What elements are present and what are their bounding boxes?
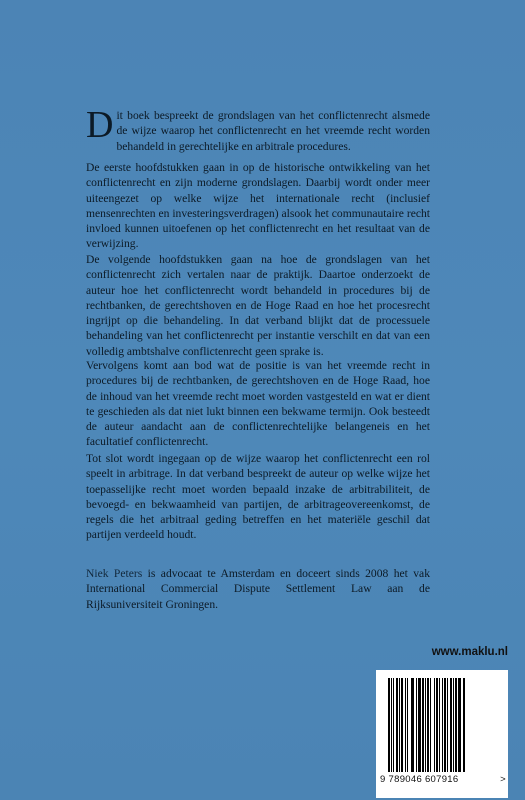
barcode-bar xyxy=(465,678,467,772)
paragraph-history: De eerste hoofdstukken gaan in op de historische ontwikkeling van het conflictenrecht en zijn moderne grondslagen. Daarbij wordt onder meer uiteengezet op welke wijze het internationale recht (inclusief mensenrechten en investeringsverdragen) alsook het communautaire recht invloed kunnen uitoefenen op het conflictenrecht en het resultaat van de verwijzing. xyxy=(86,161,430,251)
dropcap-letter: D xyxy=(86,104,114,146)
barcode-arrow: > xyxy=(500,774,506,785)
paragraph-practice: De volgende hoofdstukken gaan na hoe de grondslagen van het conflictenrecht zich vertalen naar de praktijk. Daartoe onderzoekt de auteur hoe het conflictenrecht wordt behandeld in procedures bij de rechtbanken, de gerechtshoven en de Hoge Raad en hoe het procesrecht ingrijpt op die behandeling. In dat verband blijkt dat de processuele behandeling van het conflictenrecht per instantie verschilt en dat van een volledig ambtshalve conflictenrecht geen sprake is. xyxy=(86,253,430,358)
paragraph-arbitration: Tot slot wordt ingegaan op de wijze waarop het conflictenrecht een rol speelt in arbitrage. In dat verband bespreekt de auteur op welke wijze het toepasselijke recht moet worden bepaald inzake de arbitrabiliteit, de bevoegd- en bekwaamheid van partijen, de arbitrageovereenkomst, de regels die het arbitraal geding betreffen en het materiële geschil dat partijen verdeeld houdt. xyxy=(86,452,430,542)
intro-paragraph-text: it boek bespreekt de grondslagen van het conflictenrecht alsmede de wijze waarop het conflictenrecht en het vreemde recht worden behandeld in gerechtelijke en arbitrale procedures. xyxy=(116,109,430,153)
author-name: Niek Peters xyxy=(86,567,143,580)
paragraph-foreign-law: Vervolgens komt aan bod wat de positie is van het vreemde recht in procedures bij de rechtbanken, de gerechtshoven en de Hoge Raad, hoe de inhoud van het vreemde recht moet worden vastgesteld en wat er dient te geschieden als dat niet lukt binnen een bekwame termijn. Ook besteedt de auteur aandacht aan de conflictenrechtelijke belangeneis en het facultatief conflictenrecht. xyxy=(86,359,430,449)
barcode-bars xyxy=(388,678,492,772)
intro-paragraph xyxy=(86,104,430,154)
author-bio xyxy=(86,566,430,612)
barcode xyxy=(376,670,508,798)
author-bio-text: is advocaat te Amsterdam en doceert sinds 2008 het vak International Commercial Dispute Settlement Law aan de Rijksuniversiteit Groningen. xyxy=(86,567,430,611)
barcode-area xyxy=(376,646,508,786)
publisher-website: www.maklu.nl xyxy=(431,646,508,658)
barcode-digits: 9 789046 607916 xyxy=(380,774,459,785)
